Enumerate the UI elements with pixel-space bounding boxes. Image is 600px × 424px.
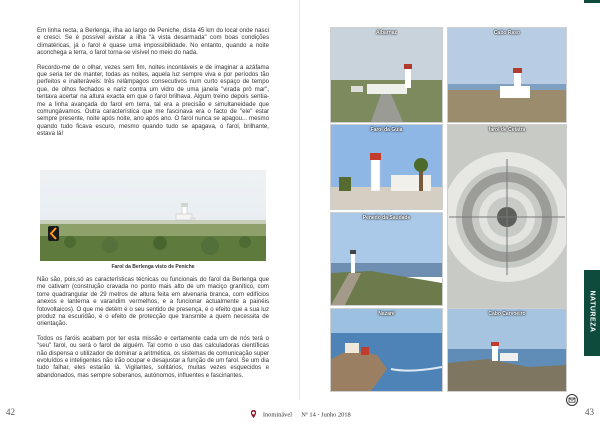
panorama-caption: Farol da Berlenga visto de Peniche [111,264,195,270]
photo-label: Cabo Raso [493,30,521,36]
paragraph: Não são, pois,só as características técnicas ou funcionais do farol da Berlenga que me cativam (construção cravada no ponto mais alto de um maciço granítico, com torre quadrangular de 29 metros de altura feita em alvenaria branca, com edifícios anexos e lanterna e varandim vermelhos, e a funcionar actualmente a painéis fotovoltaicos). O que me detém é o seu sentido de presença, é o efeito que a sua luz produz na escuridão, é o efeito de protecção que transmite a quem necessita de orientação. [37,276,269,328]
photo-label: Albarnaz [375,30,398,36]
article-text-top [37,27,269,145]
photo-penedo-da-saudade [330,212,443,306]
section-top-bar [584,0,600,3]
photo-label: Cabo Carvoeiro [488,311,526,317]
photo-label: farol de Cetatra [488,127,526,133]
issue-info: Nº 14 - Junho 2018 [301,411,351,419]
page-divider [299,0,300,400]
article-text-bottom [37,276,269,386]
section-tab-label: NATUREZA [588,290,596,333]
photo-cabo-carvoeiro [447,308,567,392]
previous-arrow-icon[interactable] [48,226,59,241]
paragraph: Todos os faróis acabam por ter esta missão e certamente cada um de nós terá o "seu" farol, ou será o farol de alguém. Tal como o uso das calculadoras científicas não dispensa o utilizador de dominar a aritmética, os sistemas de comunicação super evoluídos e inteligentes não irão ocupar e desajustar a função de um farol. Se um dia tudo falhar, eles estarão lá. Vigilantes, solitários, muitas vezes esquecidos e abandonados, mas sempre soberanos, autónomos, influentes e fascinantes. [37,334,269,379]
page-number-left: 42 [6,407,15,417]
berlenga-panorama-photo [40,170,266,261]
magazine-logo-icon [249,409,258,421]
photo-label: Penedo da Saudade [362,215,411,221]
footer [0,409,600,421]
photo-label: Nazaré [378,311,395,317]
section-tab-natureza [584,270,600,356]
photo-farol-da-guia [330,124,443,210]
photo-label: Farol da Guia [370,127,403,133]
paragraph: Recordo-me de o olhar, vezes sem fim, noites incontáveis e de imaginar a azáfama que seria ter de manter, todas as noites, aquela luz sempre viva e por períodos tão perfeitos e inalteráveis: três relâmpagos consecutivos num curto espaço de tempo que, de olhos fechados e nariz contra um vidro de uma janela "virada prô mar", tentava acertar na altura exacta em que o farol brilhava. Algum treino depois sentia-me a linha avançada do farol em terra, tal era a precisão e simultaneidade que comungávamos. Outra característica que me fascinava era o facto de "ele" estar sempre presente, noite após noite, ano após ano. O farol nunca se apagou... mesmo quando tudo ficava escuro, mesmo quando tudo se apagava, o farol, brilhante, estava lá! [37,63,269,138]
page-number-right: 43 [585,407,594,417]
photo-albarnaz [330,27,443,123]
photo-farol-de-cetatra [447,124,567,311]
photo-nazare [330,308,443,392]
photo-cabo-raso [447,27,567,123]
paragraph: Em linha recta, a Berlenga, ilha ao largo de Peniche, dista 45 km do local onde nasci e cresci. Se é possível avistar a ilha "à vista desarmada" com boas condições climatéricas, já o farol é quase uma impossibilidade. No entanto, quando a noite aconchega a terra, o farol torna-se visível no meio do nada. [37,27,269,57]
publication-name: Inominável [262,411,292,419]
